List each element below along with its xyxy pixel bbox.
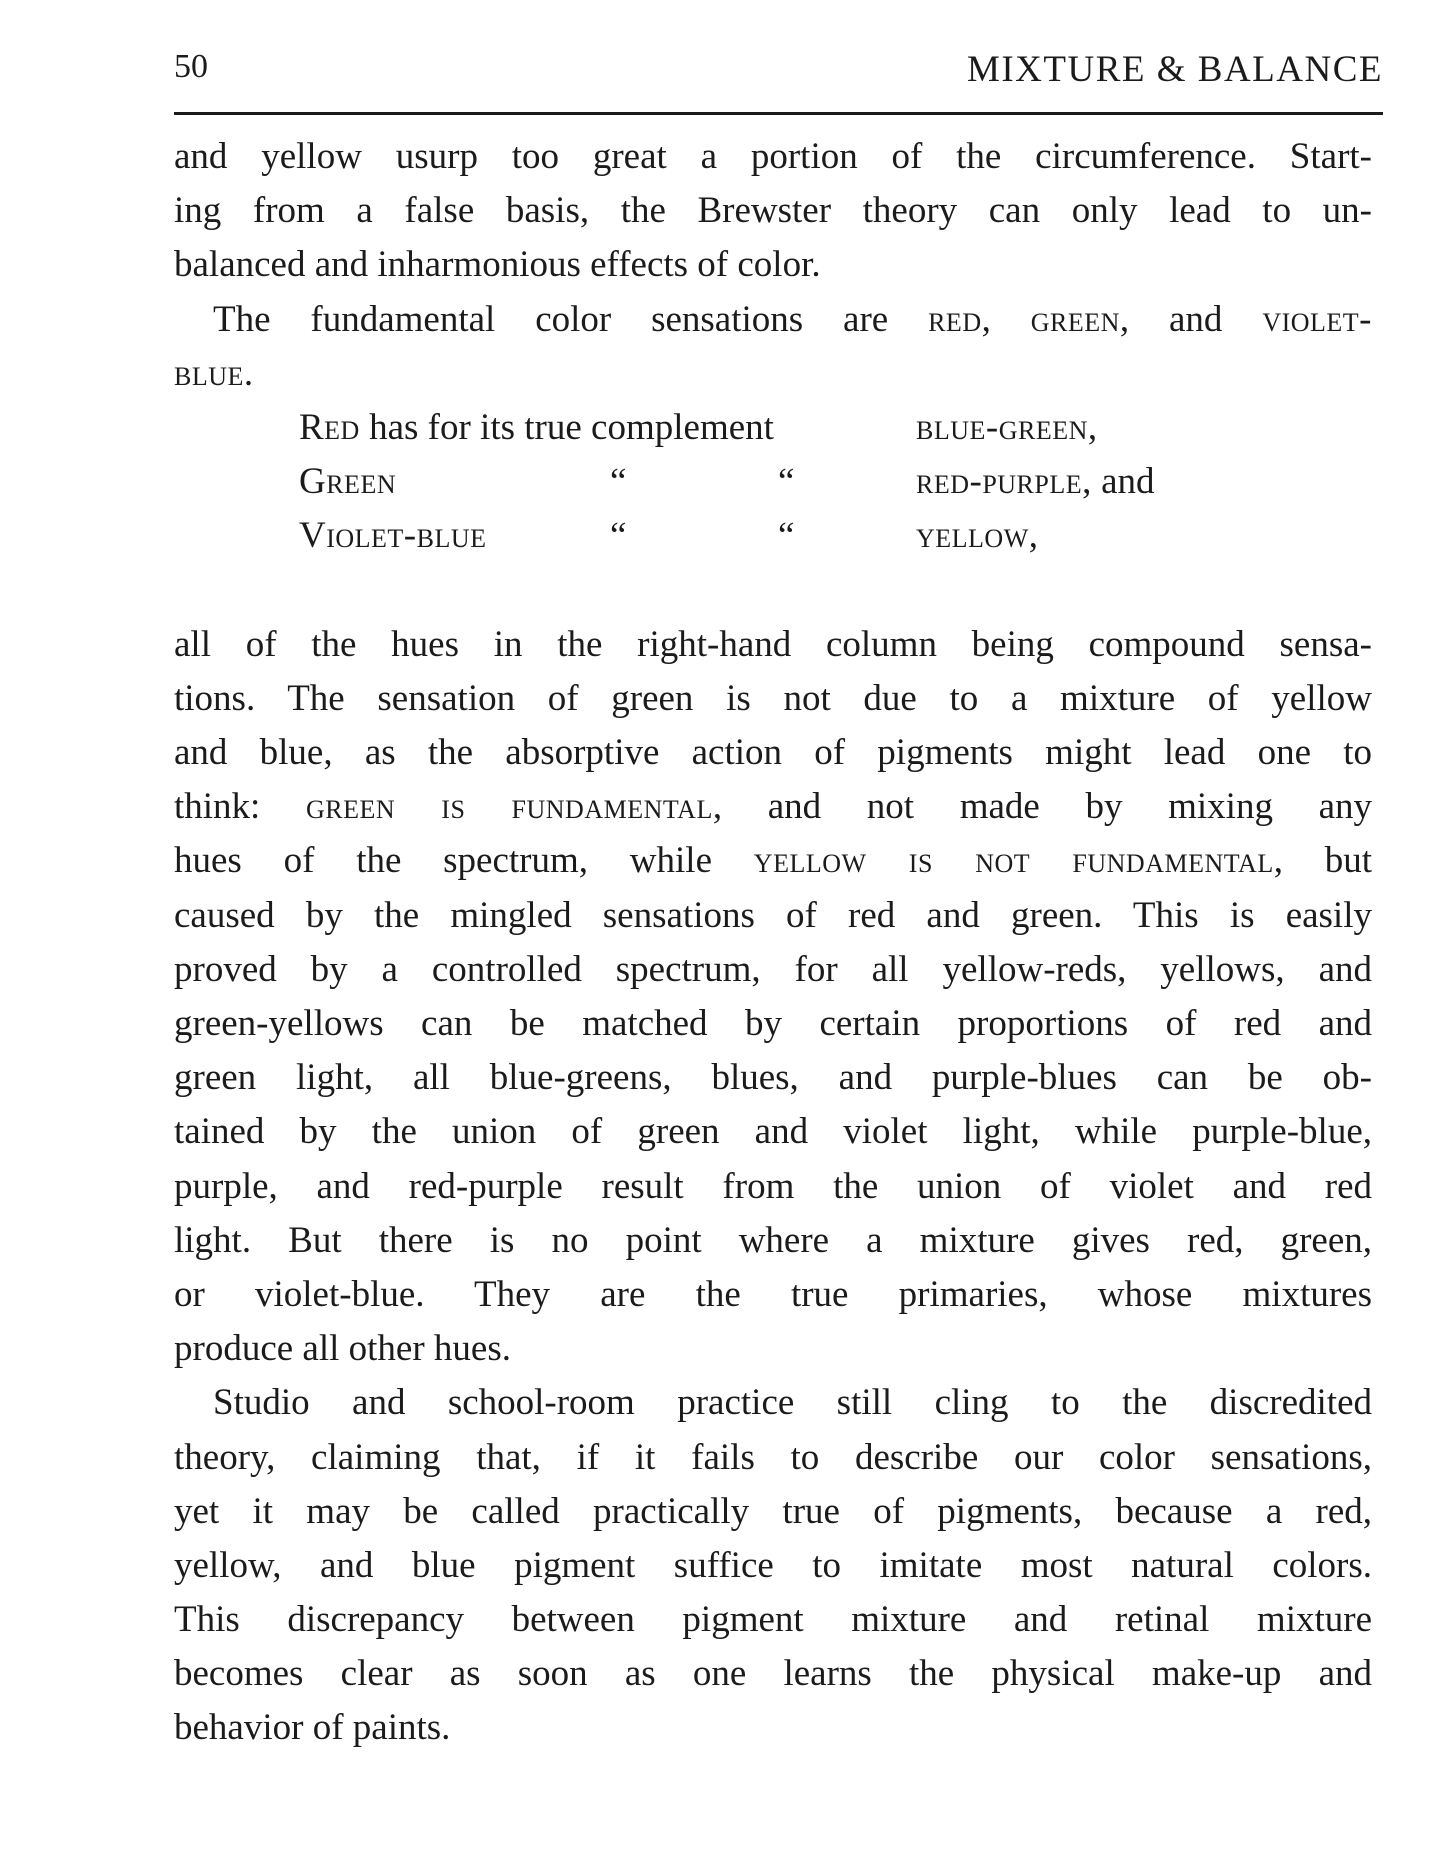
text-run: light. But there is no point where a mixture gives red, green, — [174, 1219, 1372, 1261]
text-run: , and — [1119, 298, 1263, 340]
text-run: ing from a false basis, the Brewster theory can only lead to un- — [174, 190, 1372, 232]
hue-name: Red — [299, 406, 360, 448]
text-line — [174, 1593, 1372, 1647]
text-run: becomes clear as soon as one learns the physical make-up and — [174, 1653, 1372, 1695]
page-body — [174, 130, 1372, 1756]
text-run: purple, and red-purple result from the union of violet and red — [174, 1165, 1372, 1207]
spacer — [174, 564, 1372, 618]
text-line — [174, 1539, 1372, 1593]
small-caps-text: blue-green, — [916, 406, 1098, 448]
text-run: behavior of paints. — [174, 1707, 451, 1749]
ditto-mark: “ — [610, 515, 627, 557]
paragraph-block-1 — [174, 130, 1372, 401]
text-run: green light, all blue-greens, blues, and purple-blues can be ob- — [174, 1057, 1372, 1099]
small-caps-text: yellow is not fundamental — [753, 840, 1274, 882]
text-run: and blue, as the absorptive action of pigments might lead one to — [174, 732, 1372, 774]
text-line — [174, 1051, 1372, 1105]
text-run: theory, claiming that, if it fails to describe our color sensations, — [174, 1436, 1372, 1478]
text-run: all of the hues in the right-hand column being compound sensa- — [174, 623, 1372, 665]
small-caps-text: green — [1030, 298, 1120, 340]
small-caps-text: blue. — [174, 352, 254, 394]
text-line — [174, 943, 1372, 997]
text-run: think: — [174, 786, 306, 828]
table-row — [174, 401, 1372, 455]
row-text — [299, 401, 774, 455]
text-line — [174, 1431, 1372, 1485]
complement-hue — [916, 401, 1098, 455]
text-run: Studio and school-room practice still cling to the discredited — [213, 1382, 1372, 1424]
text-line — [174, 726, 1372, 780]
text-line — [174, 997, 1372, 1051]
text-line — [174, 1214, 1372, 1268]
complement-phrase: has for its true complement — [369, 406, 774, 448]
text-line — [174, 1701, 1372, 1755]
text-run: and — [1091, 461, 1155, 503]
text-run: proved by a controlled spectrum, for all yellow-reds, yellows, and — [174, 948, 1372, 990]
text-line — [174, 293, 1372, 347]
text-run: balanced and inharmonious effects of color. — [174, 244, 821, 286]
text-line — [174, 1647, 1372, 1701]
text-line — [174, 889, 1372, 943]
text-run: or violet-blue. They are the true primaries, whose mixtures — [174, 1273, 1372, 1315]
text-line — [174, 834, 1372, 888]
complement-hue — [916, 509, 1039, 563]
text-line — [174, 1268, 1372, 1322]
text-run: yellow, and blue pigment suffice to imitate most natural colors. — [174, 1544, 1372, 1586]
text-run: The fundamental color sensations are — [213, 298, 929, 340]
text-line — [174, 130, 1372, 184]
ditto-mark: “ — [778, 515, 795, 557]
text-line — [174, 238, 1372, 292]
hue-name: Violet-blue — [299, 515, 487, 557]
paragraph-block-2 — [174, 618, 1372, 1756]
text-line — [174, 618, 1372, 672]
hue-name: Green — [299, 461, 397, 503]
ditto-mark: “ — [610, 461, 627, 503]
text-line — [174, 672, 1372, 726]
text-run: tained by the union of green and violet light, while purple-blue, — [174, 1111, 1372, 1153]
text-line — [174, 184, 1372, 238]
text-run: , and not made by mixing any — [712, 786, 1373, 828]
small-caps-text: red — [928, 298, 982, 340]
text-run: green-yellows can be matched by certain proportions of red and — [174, 1003, 1372, 1044]
text-run: hues of the spectrum, while — [174, 840, 754, 882]
running-header — [174, 48, 1383, 98]
complement-hue — [916, 455, 1155, 509]
text-line — [174, 1160, 1372, 1214]
text-run: tions. The sensation of green is not due to a mixture of yellow — [174, 677, 1372, 719]
header-rule — [174, 112, 1383, 115]
text-line — [174, 1322, 1372, 1376]
small-caps-text: yellow, — [916, 515, 1039, 557]
small-caps-text: violet- — [1262, 298, 1372, 340]
text-line — [174, 1376, 1372, 1430]
small-caps-text: red-purple, — [916, 461, 1092, 503]
page-number: 50 — [174, 48, 208, 85]
small-caps-text: green is fundamental — [305, 786, 713, 828]
text-line — [174, 1485, 1372, 1539]
text-run: produce all other hues. — [174, 1328, 511, 1370]
text-line — [174, 1105, 1372, 1159]
table-row — [174, 509, 1372, 563]
ditto-mark: “ — [778, 461, 795, 503]
table-row — [174, 455, 1372, 509]
running-title: MIXTURE & BALANCE — [966, 49, 1383, 90]
text-run: and yellow usurp too great a portion of the circumference. Start- — [174, 136, 1372, 177]
complement-table — [174, 401, 1372, 564]
text-line — [174, 347, 1372, 401]
text-run: caused by the mingled sensations of red and green. This is easily — [174, 894, 1372, 936]
text-run: yet it may be called practically true of pigments, because a red, — [174, 1490, 1372, 1532]
text-run: , but — [1273, 840, 1373, 882]
text-run: , — [981, 298, 1031, 340]
text-run: This discrepancy between pigment mixture and retinal mixture — [174, 1599, 1372, 1641]
text-line — [174, 780, 1372, 834]
